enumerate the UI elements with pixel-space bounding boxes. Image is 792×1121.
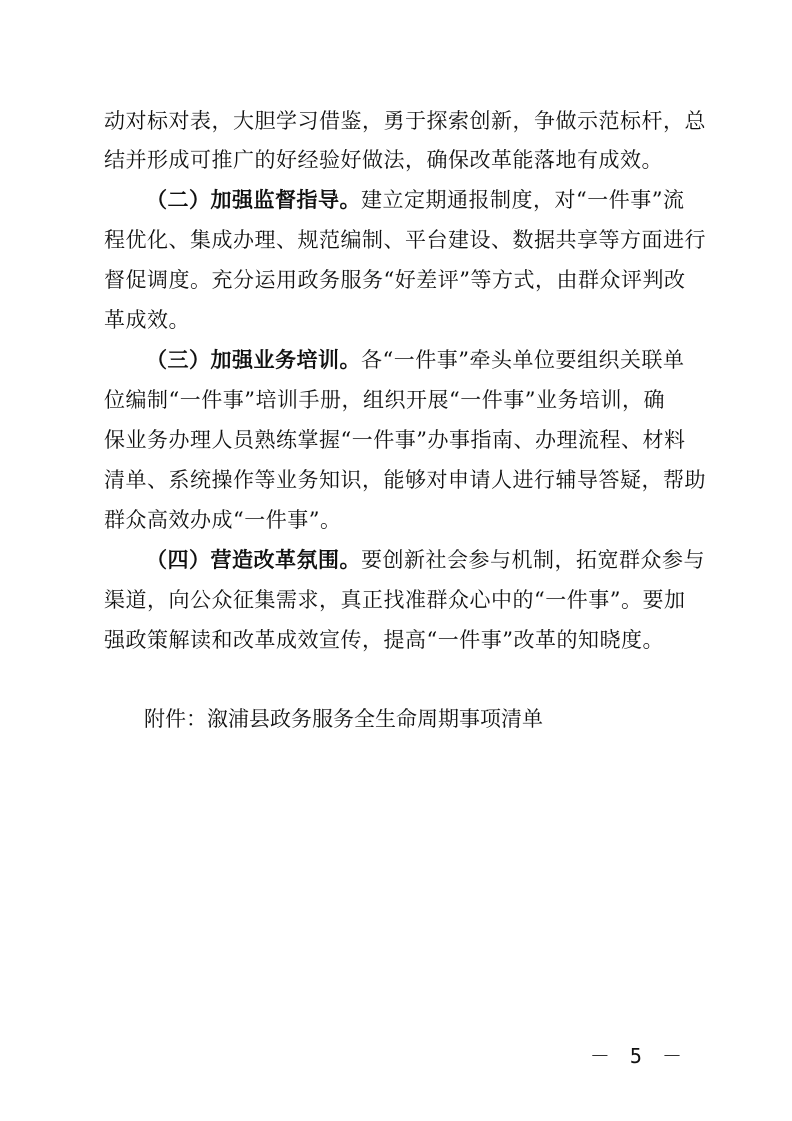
page-number: － 5 － — [589, 1044, 686, 1068]
p3-line-1-text: 各“一件事”牵头单位要组织关联单 — [361, 348, 685, 372]
p1-line-1: 动对标对表，大胆学习借鉴，勇于探索创新，争做示范标杆，总 — [104, 109, 706, 133]
p4-line-1-text: 要创新社会参与机制，拓宽群众参与 — [361, 548, 705, 572]
p4-line-2: 渠道，向公众征集需求，真正找准群众心中的“一件事”。要加 — [104, 588, 686, 612]
p2-line-1 — [146, 186, 684, 214]
section-heading-3: （三）加强业务培训。 — [146, 347, 361, 372]
p3-line-4: 清单、系统操作等业务知识，能够对申请人进行辅导答疑，帮助 — [104, 468, 706, 492]
p1-line-2: 结并形成可推广的好经验好做法，确保改革能落地有成效。 — [104, 148, 663, 172]
p3-line-5: 群众高效办成“一件事”。 — [104, 508, 342, 532]
section-heading-4: （四）营造改革氛围。 — [146, 547, 361, 572]
section-heading-2: （二）加强监督指导。 — [146, 187, 361, 212]
p3-line-2: 位编制“一件事”培训手册，组织开展“一件事”业务培训，确 — [104, 388, 665, 412]
p2-line-2: 程优化、集成办理、规范编制、平台建设、数据共享等方面进行 — [104, 228, 706, 252]
p2-line-1-text: 建立定期通报制度，对“一件事”流 — [361, 188, 685, 212]
p3-line-1 — [146, 346, 684, 374]
p4-line-3: 强政策解读和改革成效宣传，提高“一件事”改革的知晓度。 — [104, 628, 664, 652]
p3-line-3: 保业务办理人员熟练掌握“一件事”办事指南、办理流程、材料 — [104, 428, 686, 452]
p4-line-1 — [146, 546, 705, 574]
p2-line-4: 革成效。 — [104, 308, 190, 332]
attachment-line: 附件：溆浦县政务服务全生命周期事项清单 — [144, 707, 543, 731]
p2-line-3: 督促调度。充分运用政务服务“好差评”等方式，由群众评判改 — [104, 268, 686, 292]
